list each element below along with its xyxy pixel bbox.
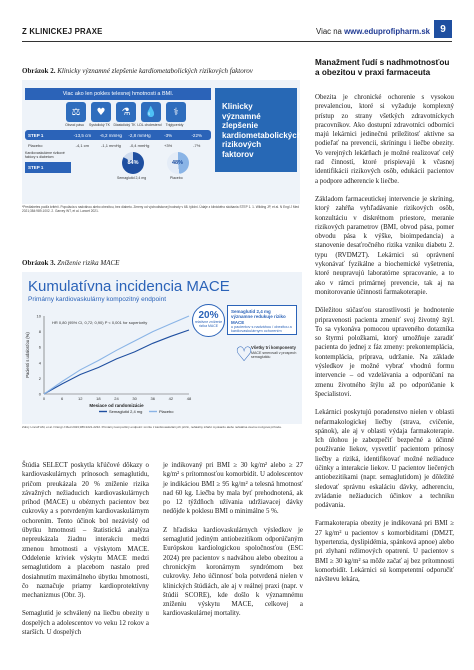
- figure-3-caption: [22, 259, 119, 267]
- risk-reduction-value: 20%: [198, 310, 219, 321]
- section-label: Z KLINICKEJ PRAXE: [22, 27, 103, 36]
- callout-title: Semaglutid 2,4 mg významne redukuje riziko MACE: [231, 309, 286, 325]
- risk-reduction-bubble: [192, 304, 225, 337]
- mace-chart: [22, 306, 197, 424]
- placebo-value: -0,4 mmHg: [129, 143, 150, 148]
- x-tick-label: 6: [61, 396, 64, 401]
- step1-value: -6,2 mmHg: [99, 132, 123, 138]
- y-tick-label: 0: [38, 391, 41, 397]
- droplet-icon: 💧: [141, 102, 161, 122]
- figure-2-caption: [22, 67, 253, 75]
- step1-row: [25, 130, 211, 140]
- step1-value: -3%: [164, 132, 173, 138]
- figure-2-caption-label: Obrázok 2.: [22, 67, 56, 75]
- paragraph: Semaglutid je schválený na liečbu obezity u dospelých a adolescentov vo veku 12 rokov a starších. U dospelých: [22, 610, 149, 637]
- placebo-label: Placebo: [28, 143, 43, 148]
- series-line-semaglutide: [44, 330, 189, 394]
- x-tick-label: 0: [42, 396, 46, 401]
- label-ldl: LDL cholesterol: [137, 123, 162, 127]
- donut-semaglutide-label: Semaglutid 2,4 mg: [117, 176, 147, 180]
- y-tick-label: 4: [38, 360, 41, 366]
- mace-callout: [227, 305, 297, 335]
- paragraph: Z hľadiska kardiovaskulárnych výsledkov je semaglutid jediným antiobezitikom odporúčaným Európskou kardiologickou spoločnosťou (ESC 2024) pre pacientov s nadváhou alebo obezitou a chronickým koronárnym syndrómom bez cukrovky. Jeho účinnosť bola potvrdená nielen v klinických štúdiách, ale aj v reálnej praxi (napr. v štúdii SCORE), kde došlo k významnému zníženiu výskytu MACE, celkovej a kardiovaskulárnej mortality.: [163, 526, 303, 618]
- figure-2-footnote: *Prediabetes podľa kritérií. Populácia s nadváhou alebo obezitou, bez diabetu. Zmeny od východiskovej hodnoty v 68. týždni. Údaje z klinického skúšania STEP 1. 1. Wilding JP, et al. N Engl J Med 2021;384:989-1002. 2. Garvey WT, et al. Lancet 2021.: [22, 205, 300, 213]
- label-waist: Obvod pásu: [65, 123, 84, 127]
- chart-title: Kumulatívna incidencia MACE: [28, 278, 230, 295]
- y-tick-label: 6: [38, 344, 41, 350]
- x-tick-label: 12: [78, 396, 83, 401]
- figure-2-highlight-panel: Klinicky významné zlepšenie kardiometabolických rizikových faktorov: [215, 88, 297, 172]
- y-tick-label: 2: [38, 375, 41, 381]
- y-tick-label: 10: [36, 313, 41, 319]
- y-tick-label: 8: [38, 329, 41, 335]
- figure-2-icons: [66, 102, 186, 122]
- figure-3-caption-label: Obrázok 3.: [22, 259, 56, 267]
- donut-placebo-value: 48%: [172, 160, 184, 166]
- donut-semaglutide-value: 84%: [127, 160, 139, 166]
- figure-3-caption-text: Zníženie rizika MACE: [57, 259, 120, 267]
- body-column-1: [22, 461, 149, 646]
- paragraph: je indikovaný pri BMI ≥ 30 kg/m² alebo ≥ 27 kg/m² s prítomnosťou komorbidít. U adolescentov je indikáciou BMI ≥ 95 kg/m² a telesná hmotnosť nad 60 kg. Liečba by mala byť prehodnotená, ak po 12 týždňoch užívania udržiavacej dávky nedôjde k poklesu BMI o minimálne 5 %.: [163, 462, 303, 516]
- y-axis-label: Pacienti s udalosťou (%): [25, 332, 30, 378]
- page-number: 9: [434, 20, 452, 38]
- label-dbp: Diastolický TK: [113, 123, 136, 127]
- figure-2-caption-text: Klinicky významné zlepšenie kardiometabolických rizikových faktorov: [57, 67, 253, 75]
- callout-text: u pacientov s nadváhou / obezitou a kardiovaskulárnym ochorením: [231, 325, 292, 334]
- hazard-ratio-text: HR 0,80 (95% CI, 0,72; 0,90) P < 0,001 for superiority: [52, 320, 148, 325]
- flask-icon: ⚕: [166, 102, 186, 122]
- paragraph: Obezita je chronické ochorenie s vysokou prevalenciou, ktoré si vyžaduje komplexný prístup zo strany všetkých zdravotníckych pracovníkov. Ako dostupní zdravotníci odborníci majú lekárnici jedinečnú príležitosť aktívne sa podieľať na prevencii, skríningu i liečbe obezity. Vo verejných lekárňach je možné realizovať celý rad činností, ktoré prispievajú k včasnej identifikácii rizikových osôb, edukácii pacientov a podpore adherencie k liečbe.: [315, 94, 454, 185]
- paragraph: Štúdia SELECT poskytla kľúčové dôkazy o kardiovaskulárnych prínosoch semaglutidu, pričom preukázala 20 % zníženie rizika závažných nežiaducich kardiovaskulárnych príhod (MACE) u obéznych pacientov bez cukrovky a s potvrdeným kardiovaskulárnym ochorením. Tento účinok bol nezávislý od úbytku hmotnosti – štatistická analýza nepreukázala žiadnu interakciu medzi zmenou hmotnosti a výskytom MACE. Oddelenie kriviek výskytu MACE medzi semaglutidom a placebom nastalo pred dosiahnutím maximálneho úbytku hmotnosti, čo naznačuje priamy kardioprotektívny mechanizmus (Obr. 3).: [22, 462, 149, 600]
- figure-3: [22, 272, 302, 424]
- step1-value: -2,8 mmHg: [128, 132, 151, 138]
- label-tg: Triglyceridy: [165, 123, 184, 127]
- step2-label: STEP 1: [25, 162, 71, 173]
- components-title: Všetky tri komponenty: [251, 345, 296, 350]
- x-tick-label: 18: [96, 396, 101, 401]
- placebo-value: +3%: [164, 143, 173, 148]
- paragraph: Základom farmaceutickej intervencie je skríning, ktorý zahŕňa vyhľadávanie rizikových osôb, konzultáciu v diskrétnom priestore, meranie rizikových parametrov (BMI, obvod pása, pomer obvodu pása k výške, bioimpedancia) a stanovenie desaťročného rizika vzniku diabetu 2. typu (RVDM2T). Lekárnici sú oprávnení vykonávať fyzikálne a biochemické vyšetrenia, ktoré neupravujú laboratórne spracovanie, a to ako v rámci primárnej prevencie, tak aj na monitorovanie účinnosti farmakoterapie.: [315, 195, 454, 296]
- x-axis-label: Mesiace od randomizácie: [89, 403, 144, 408]
- step1-value: -13,5 cm: [73, 132, 92, 138]
- figure-2: [22, 80, 300, 204]
- body-column-3: [315, 93, 454, 594]
- step1-label: STEP 1: [28, 132, 44, 138]
- figure-3-footnote: Zdroj: Lincoff AM, et al. N Engl J Med 2023;389:2221-2232. Primárny kompozitný endpoint: úmrtie z kardiovaskulárnych príčin, nefatálny infarkt myokardu alebo nefatálna cievna mozgová príhoda.: [22, 425, 282, 429]
- heart-icon: ♡: [235, 342, 253, 366]
- heart-icon: ♥: [91, 102, 111, 122]
- legend-label: Semaglutid 2,4 mg: [109, 409, 143, 414]
- step1-value: -22%: [191, 132, 202, 138]
- components-note: [251, 346, 301, 359]
- vial-icon: ⚗: [116, 102, 136, 122]
- figure-2-labels: [62, 124, 187, 128]
- x-tick-label: 36: [150, 396, 155, 401]
- chart-subtitle: Primárny kardiovaskulárny kompozitný endpoint: [28, 296, 167, 303]
- components-text: MACE smerovali v prospech semaglutidu: [251, 350, 297, 359]
- body-column-2: [163, 461, 303, 628]
- paragraph: Lekárnici poskytujú poradenstvo nielen v oblasti nefarmakologickej liečby (strava, cvičenie, spánok), ale aj v oblasti výdaja farmakoterapie. Ich úlohou je zabezpečiť bezpečné a účinné používanie liekov, vysvetliť pacientom prínosy liečby a riziká, identifikovať možné nežiaduce účinky a interakcie liekov. U pacientov liečených antiobezitikami (napr. semaglutidom) je dôležité sledovať správnu eskaláciu dávky, adherenciu, zvládanie nežiaducich účinkov a techniku podávania.: [315, 409, 454, 510]
- x-tick-label: 48: [186, 396, 192, 401]
- placebo-value: -7%: [193, 143, 201, 148]
- paragraph: Farmakoterapia obezity je indikovaná pri BMI ≥ 27 kg/m² u pacientov s komorbiditami (DM2T, hypertenzia, dyslipidémia, spánková apnoe) alebo pri zlyhaní režimových opatrení. U pacientov s BMI ≥ 30 kg/m² sa môže začať aj bez prítomnosti komorbidít. Lekárnici sú kompetentní odporučiť návštevu lekára,: [315, 520, 454, 584]
- risk-reduction-text: relatívne zníženie rizika MACE: [194, 320, 223, 328]
- scale-icon: ⚖: [66, 102, 86, 122]
- x-tick-label: 24: [114, 396, 119, 401]
- placebo-value: -4,1 cm: [75, 143, 89, 148]
- sidebar-heading: Manažment ľudí s nadhmotnosťou a obezitou v praxi farmaceuta: [315, 58, 450, 77]
- placebo-value: -1,1 mmHg: [101, 143, 121, 148]
- placebo-row: [25, 141, 211, 150]
- legend-label: Placebo: [159, 409, 174, 414]
- website-link[interactable]: www.eduprofipharm.sk: [344, 27, 430, 36]
- figure-2-banner: Viac ako len pokles telesnej hmotnosti a BMI.: [25, 88, 211, 100]
- page-header: [0, 0, 474, 44]
- x-tick-label: 30: [132, 396, 137, 401]
- step2-description: Kardiovaskulárne rizikové faktory s diabetom: [25, 151, 65, 159]
- website-prefix: Viac na: [316, 27, 345, 36]
- donut-placebo-label: Placebo: [170, 176, 183, 180]
- label-sbp: Systolický TK: [89, 123, 110, 127]
- x-tick-label: 42: [168, 396, 174, 401]
- header-rule: [22, 41, 452, 42]
- website-note: [316, 27, 430, 36]
- paragraph: Dôležitou súčasťou starostlivosti je hodnotenie pripravenosti pacienta zmeniť svoj životný štýl. To sa vykonáva pomocou upraveného dotazníka so štyrmi položkami, ktorý umožňuje zaradiť pacienta do jednej z fáz zmeny: prekontemplácia, kontemplácia, príprava, udržanie. Na základe výsledkov je možné vybrať vhodnú formu intervencie – od vzdelávania a odporúčaní na zmenu životného štýlu až po odporúčanie k špecialistovi.: [315, 307, 454, 398]
